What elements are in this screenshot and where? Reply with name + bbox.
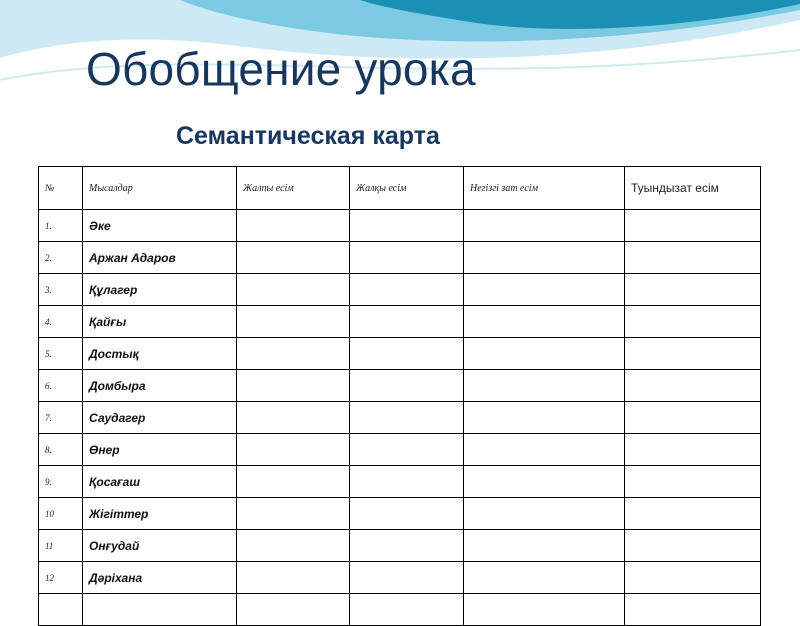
table-row <box>39 594 761 626</box>
slide-title: Обобщение урока <box>86 43 476 95</box>
empty-cell <box>350 274 464 306</box>
empty-cell <box>350 370 464 402</box>
empty-cell <box>464 370 625 402</box>
table-row <box>39 306 761 338</box>
empty-cell <box>464 530 625 562</box>
empty-cell <box>464 594 625 626</box>
empty-cell <box>464 402 625 434</box>
example-word: Құлагер <box>83 274 237 306</box>
empty-cell <box>464 498 625 530</box>
table-row <box>39 434 761 466</box>
empty-cell <box>237 498 350 530</box>
empty-cell <box>625 434 761 466</box>
example-word: Әке <box>83 210 237 242</box>
empty-cell <box>237 338 350 370</box>
example-word: Дәріхана <box>83 562 237 594</box>
empty-cell <box>237 530 350 562</box>
example-word: Онғудай <box>83 530 237 562</box>
table-row <box>39 530 761 562</box>
empty-cell <box>237 274 350 306</box>
example-word: Қайғы <box>83 306 237 338</box>
row-number: 7. <box>39 402 83 434</box>
header-proper-noun: Жалқы есім <box>350 167 464 210</box>
empty-cell <box>237 594 350 626</box>
row-number: 4. <box>39 306 83 338</box>
empty-cell <box>237 402 350 434</box>
table-row <box>39 210 761 242</box>
row-number <box>39 594 83 626</box>
empty-cell <box>625 338 761 370</box>
empty-cell <box>625 306 761 338</box>
empty-cell <box>237 306 350 338</box>
table-row <box>39 274 761 306</box>
table-row <box>39 338 761 370</box>
empty-cell <box>625 402 761 434</box>
empty-cell <box>464 434 625 466</box>
slide-subtitle: Семантическая карта <box>176 122 440 150</box>
empty-cell <box>237 466 350 498</box>
empty-cell <box>464 306 625 338</box>
table-body <box>39 210 761 626</box>
example-word <box>83 594 237 626</box>
empty-cell <box>464 242 625 274</box>
empty-cell <box>464 338 625 370</box>
row-number: 12 <box>39 562 83 594</box>
row-number: 5. <box>39 338 83 370</box>
empty-cell <box>237 434 350 466</box>
empty-cell <box>350 338 464 370</box>
semantic-map-table <box>38 166 761 626</box>
empty-cell <box>350 530 464 562</box>
empty-cell <box>464 466 625 498</box>
empty-cell <box>237 242 350 274</box>
empty-cell <box>237 210 350 242</box>
row-number: 10 <box>39 498 83 530</box>
empty-cell <box>350 306 464 338</box>
empty-cell <box>625 274 761 306</box>
row-number: 1. <box>39 210 83 242</box>
table-row <box>39 402 761 434</box>
empty-cell <box>350 562 464 594</box>
empty-cell <box>350 210 464 242</box>
empty-cell <box>350 402 464 434</box>
example-word: Қосағаш <box>83 466 237 498</box>
empty-cell <box>625 466 761 498</box>
row-number: 2. <box>39 242 83 274</box>
example-word: Жігіттер <box>83 498 237 530</box>
table-row <box>39 498 761 530</box>
row-number: 9. <box>39 466 83 498</box>
empty-cell <box>625 562 761 594</box>
example-word: Өнер <box>83 434 237 466</box>
example-word: Саудагер <box>83 402 237 434</box>
empty-cell <box>625 498 761 530</box>
row-number: 6. <box>39 370 83 402</box>
empty-cell <box>625 210 761 242</box>
table-header-row <box>39 167 761 210</box>
table-row <box>39 242 761 274</box>
empty-cell <box>237 562 350 594</box>
empty-cell <box>625 370 761 402</box>
header-examples: Мысалдар <box>83 167 237 210</box>
empty-cell <box>464 274 625 306</box>
example-word: Домбыра <box>83 370 237 402</box>
empty-cell <box>350 498 464 530</box>
header-root-noun: Негізгі зат есім <box>464 167 625 210</box>
header-derived-noun: Туындызат есім <box>625 167 761 210</box>
empty-cell <box>237 370 350 402</box>
empty-cell <box>625 530 761 562</box>
table-row <box>39 562 761 594</box>
empty-cell <box>464 562 625 594</box>
table-row <box>39 466 761 498</box>
empty-cell <box>350 242 464 274</box>
empty-cell <box>350 594 464 626</box>
header-common-noun: Жалпы есім <box>237 167 350 210</box>
row-number: 3. <box>39 274 83 306</box>
row-number: 11 <box>39 530 83 562</box>
table-row <box>39 370 761 402</box>
row-number: 8. <box>39 434 83 466</box>
empty-cell <box>350 466 464 498</box>
example-word: Аржан Адаров <box>83 242 237 274</box>
empty-cell <box>625 242 761 274</box>
header-number: № <box>39 167 83 210</box>
empty-cell <box>625 594 761 626</box>
example-word: Достық <box>83 338 237 370</box>
empty-cell <box>464 210 625 242</box>
empty-cell <box>350 434 464 466</box>
